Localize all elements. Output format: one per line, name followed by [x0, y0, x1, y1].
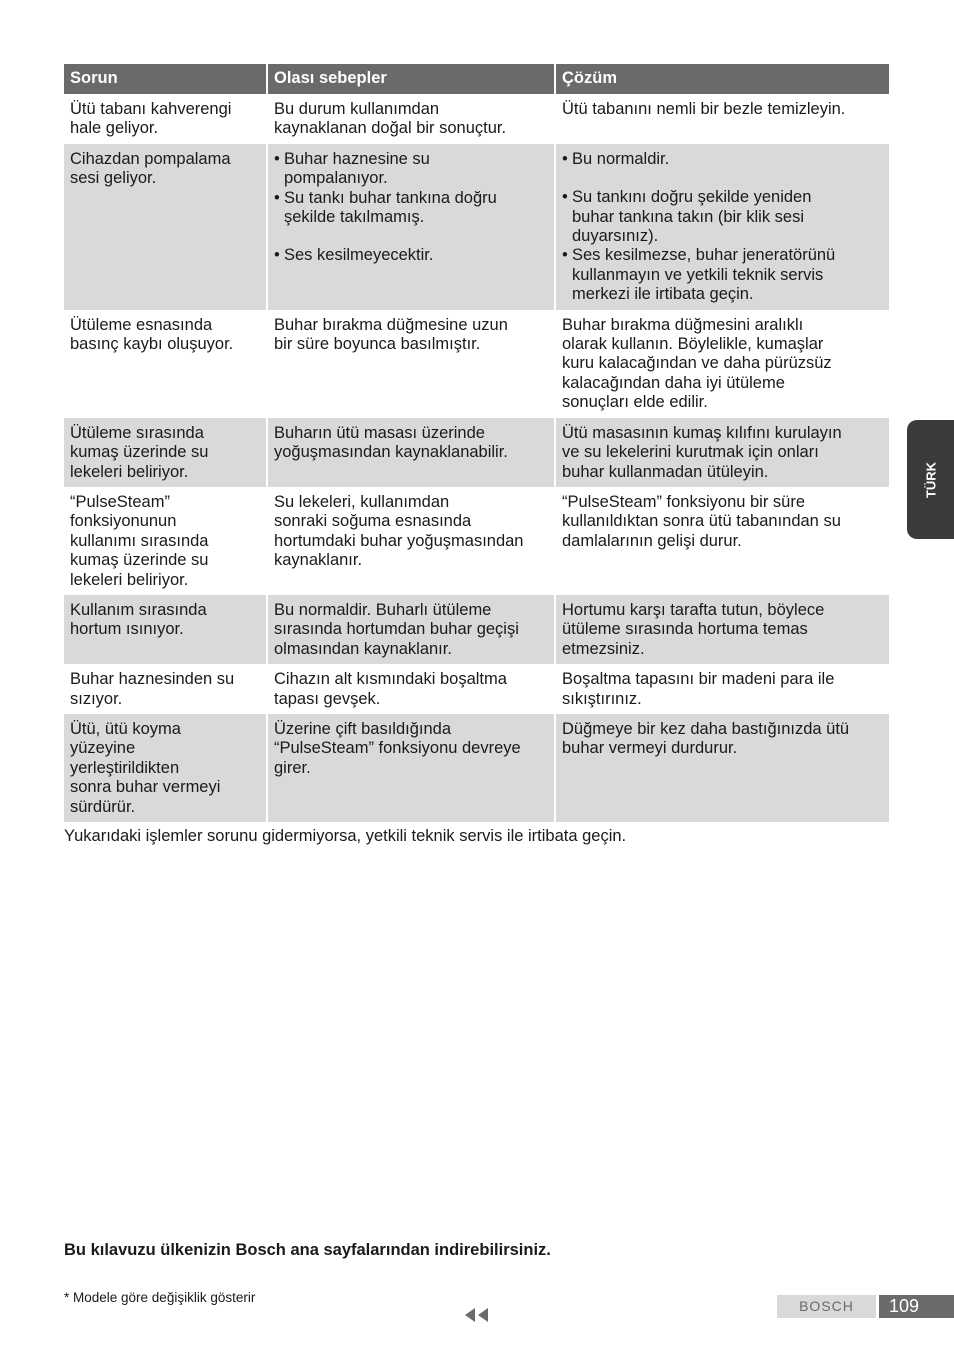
- table-row: [64, 418, 889, 487]
- solution-bullet-list: [562, 150, 883, 305]
- cause-cell: Cihazın alt kısmındaki boşaltma tapası gevşek.: [267, 664, 555, 714]
- cause-cell: [267, 144, 555, 310]
- bullet-item: • Su tankı buhar tankına doğru şekilde takılmamış.: [274, 189, 548, 228]
- problem-cell: Ütüleme esnasında basınç kaybı oluşuyor.: [70, 315, 234, 354]
- table-row: [64, 94, 889, 144]
- download-note: Bu kılavuzu ülkenizin Bosch ana sayfalarından indirebilirsiniz.: [64, 1241, 551, 1259]
- troubleshooting-table: [64, 64, 889, 822]
- problem-cell: Ütü tabanı kahverengi hale geliyor.: [70, 100, 232, 138]
- table-row: [64, 310, 889, 418]
- header-cause: Olası sebepler: [267, 64, 555, 94]
- brand-label: BOSCH: [777, 1295, 876, 1318]
- solution-cell: [555, 144, 889, 310]
- bullet-item: • Buhar haznesine su pompalanıyor.: [274, 150, 548, 189]
- cause-cell: Buhar bırakma düğmesine uzun bir süre boyunca basılmıştır.: [267, 310, 555, 418]
- language-tab: [907, 420, 954, 539]
- table-row: [64, 595, 889, 664]
- solution-cell: Ütü masasının kumaş kılıfını kurulayın ve su lekelerini kurutmak için onları buhar kullanmadan ütüleyin.: [555, 418, 889, 487]
- table-row: [64, 487, 889, 595]
- problem-cell: Cihazdan pompalama sesi geliyor.: [64, 144, 267, 310]
- table-row: [64, 714, 889, 822]
- problem-cell: Ütüleme sırasında kumaş üzerinde su lekeleri beliriyor.: [64, 418, 267, 487]
- table-header-row: [64, 64, 889, 94]
- bullet-item: • Ses kesilmeyecektir.: [274, 246, 548, 265]
- cause-cell: Üzerine çift basıldığında “PulseSteam” fonksiyonu devreye girer.: [267, 714, 555, 822]
- table-row: [64, 664, 889, 714]
- problem-cell: “PulseSteam” fonksiyonunun kullanımı sırasında kumaş üzerinde su lekeleri beliriyor.: [70, 492, 209, 589]
- problem-cell: Kullanım sırasında hortum ısınıyor.: [64, 595, 267, 664]
- solution-cell: Boşaltma tapasını bir madeni para ile sıkıştırınız.: [555, 664, 889, 714]
- solution-cell: Buhar bırakma düğmesini aralıklı olarak kullanın. Böylelikle, kumaşlar kuru kalacağından ve daha pürüzsüz kalacağından daha iyi ütüleme sonuçları elde edilir.: [555, 310, 889, 418]
- solution-cell: Ütü tabanını nemli bir bezle temizleyin.: [555, 94, 889, 144]
- cause-cell: Buharın ütü masası üzerinde yoğuşmasından kaynaklanabilir.: [267, 418, 555, 487]
- solution-cell: “PulseSteam” fonksiyonu bir süre kullanıldıktan sonra ütü tabanından su damlalarının gelişi durur.: [555, 487, 889, 595]
- model-note: * Modele göre değişiklik gösterir: [64, 1290, 256, 1305]
- bullet-item: • Su tankını doğru şekilde yeniden buhar tankına takın (bir klik sesi duyarsınız).: [562, 188, 883, 246]
- problem-cell: Buhar haznesinden su sızıyor.: [70, 670, 235, 708]
- double-left-arrow-icon[interactable]: [463, 1307, 491, 1323]
- page-number: 109: [879, 1295, 954, 1318]
- table-row: [64, 144, 889, 310]
- bullet-item: • Bu normaldir.: [562, 150, 883, 169]
- footer-note: Yukarıdaki işlemler sorunu gidermiyorsa, yetkili teknik servis ile irtibata geçin.: [64, 827, 627, 845]
- solution-cell: Hortumu karşı tarafta tutun, böylece ütüleme sırasında hortuma temas etmezsiniz.: [555, 595, 889, 664]
- cause-cell: Su lekeleri, kullanımdan sonraki soğuma esnasında hortumdaki buhar yoğuşmasından kaynaklanır.: [267, 487, 555, 595]
- cause-cell: Bu durum kullanımdan kaynaklanan doğal bir sonuçtur.: [267, 94, 555, 144]
- header-problem: Sorun: [64, 64, 267, 94]
- problem-cell: Ütü, ütü koyma yüzeyine yerleştirildikten sonra buhar vermeyi sürdürür.: [64, 714, 267, 822]
- bullet-item: • Ses kesilmezse, buhar jeneratörünü kullanmayın ve yetkili teknik servis merkezi ile irtibata geçin.: [562, 246, 883, 304]
- language-tab-label: TÜRK: [923, 461, 938, 498]
- header-solution: Çözüm: [555, 64, 889, 94]
- cause-bullet-list: [274, 150, 548, 266]
- cause-cell: Bu normaldir. Buharlı ütüleme sırasında hortumdan buhar geçişi olmasından kaynaklanır.: [267, 595, 555, 664]
- solution-cell: Düğmeye bir kez daha bastığınızda ütü buhar vermeyi durdurur.: [555, 714, 889, 822]
